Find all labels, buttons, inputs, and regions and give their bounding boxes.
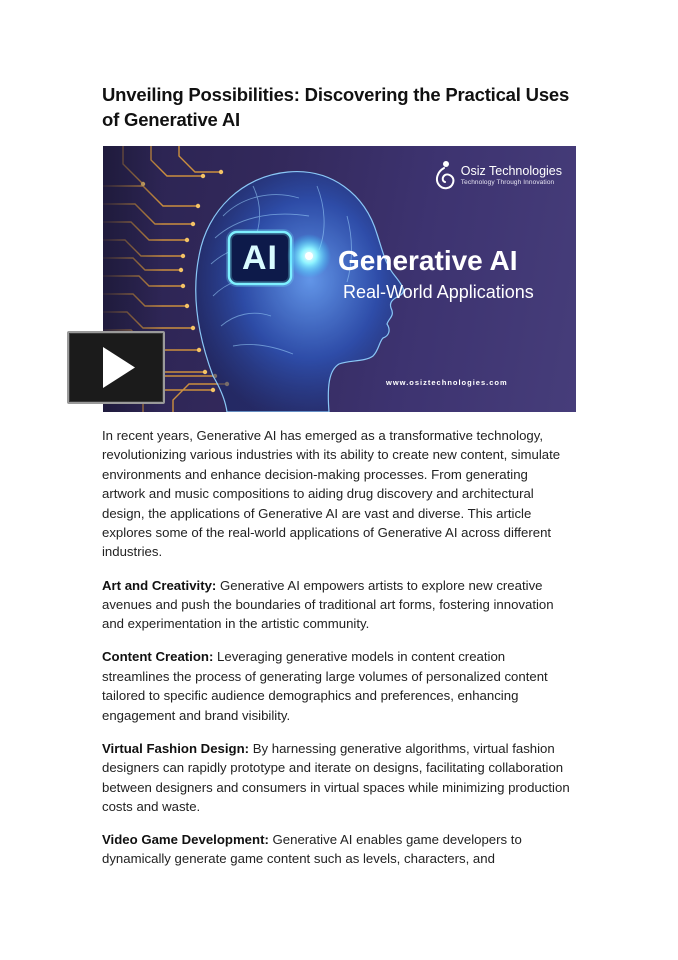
banner-url: www.osiztechnologies.com	[386, 378, 508, 387]
section-text: Generative AI empowers artists to explore new creative avenues and push the boundaries of traditional art forms, fostering innovation and experimentation in the artistic community.	[102, 577, 554, 632]
banner-subheading: Real-World Applications	[343, 282, 534, 302]
page-title: Unveiling Possibilities: Discovering the Practical Uses of Generative AI	[102, 84, 570, 130]
logo-tagline: Technology Through Innovation	[460, 178, 555, 186]
banner-heading: Generative AI	[338, 245, 518, 276]
osiz-logo-icon	[433, 160, 455, 190]
osiz-logo	[433, 160, 562, 190]
section-video-game	[102, 830, 572, 869]
section-heading: Video Game Development:	[102, 832, 269, 848]
section-heading: Content Creation:	[102, 649, 214, 665]
article-body	[102, 426, 572, 883]
section-text: Leveraging generative models in content creation streamlines the process of generating large volumes of personalized content tailored to specific audience demographics and preferences, enhancing engagement and brand visibility.	[102, 649, 548, 723]
section-heading: Virtual Fashion Design:	[102, 740, 250, 756]
intro-paragraph: In recent years, Generative AI has emerged as a transformative technology, revolutionizing various industries with its ability to create new content, simulate environments and enhance decision-making processes. From generating artwork and music compositions to aiding drug discovery and architectural design, the applications of Generative AI are vast and diverse. This article explores some of the real-world applications of Generative AI across different industries.	[102, 428, 561, 560]
section-content-creation	[102, 647, 572, 725]
section-text: Generative AI enables game developers to dynamically generate game content such as levels, characters, and	[102, 832, 522, 867]
hero-banner	[103, 146, 576, 412]
logo-name: Osiz Technologies	[460, 163, 562, 178]
video-play-button[interactable]	[67, 331, 165, 404]
section-virtual-fashion	[102, 739, 572, 817]
section-heading: Art and Creativity:	[102, 577, 217, 593]
section-text: By harnessing generative algorithms, virtual fashion designers can rapidly prototype and iterate on designs, facilitating collaboration between designers and consumers in virtual spaces while minimizing production costs and waste.	[102, 740, 570, 814]
ai-badge-label: AI	[242, 238, 278, 277]
section-art-creativity	[102, 576, 572, 634]
play-icon	[69, 333, 163, 402]
